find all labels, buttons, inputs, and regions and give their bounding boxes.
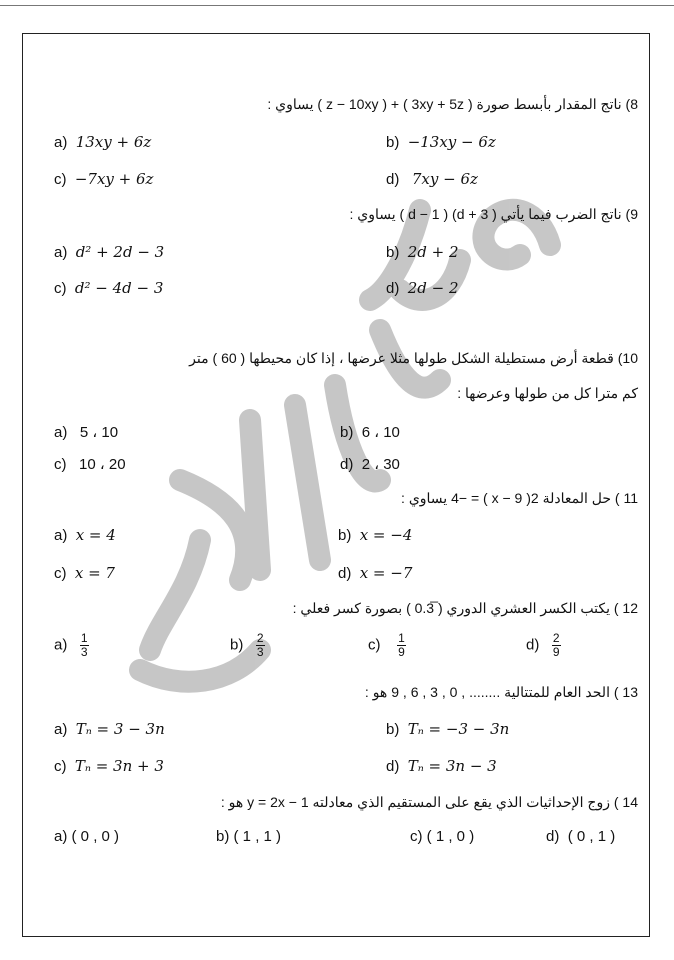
q8-option-d[interactable]: d) 7xy − 6z [386, 170, 478, 188]
q13-option-b[interactable]: b) Tₙ = −3 − 3n [386, 720, 510, 738]
q12-b-fraction: $\frac{2}{3}$ [256, 631, 264, 659]
q12-option-a[interactable]: a) $\frac{1}{3}$ [54, 631, 88, 659]
q13-b-text: Tₙ = −3 − 3n [407, 720, 510, 738]
q11-option-d[interactable]: d) x = −7 [338, 564, 413, 582]
q12-d-fraction: $\frac{2}{9}$ [552, 631, 560, 659]
q14-option-d[interactable]: d) ( 0 , 1 ) [546, 828, 616, 845]
q10-b-text: 6 ، 10 [361, 424, 400, 441]
q10-c-text: 10 ، 20 [79, 456, 126, 473]
q8-a-text: 13xy + 6z [75, 133, 152, 151]
q13-c-text: Tₙ = 3n + 3 [74, 757, 164, 775]
q13-option-a[interactable]: a) Tₙ = 3 − 3n [54, 720, 165, 738]
q10-option-c[interactable]: c) 10 ، 20 [54, 456, 126, 473]
q8-option-b[interactable]: b) −13xy − 6z [386, 133, 496, 151]
q9-d-text: 2d − 2 [407, 279, 459, 297]
q14-b-text: ( 1 , 1 ) [233, 828, 282, 845]
q13-option-c[interactable]: c) Tₙ = 3n + 3 [54, 757, 164, 775]
q12-option-b[interactable]: b) $\frac{2}{3}$ [230, 631, 264, 659]
q11-option-a[interactable]: a) x = 4 [54, 526, 116, 544]
q11-option-c[interactable]: c) x = 7 [54, 564, 115, 582]
q14-stem: 14 ) زوج الإحداثيات الذي يقع على المستقيم الذي معادلته y = 2x − 1 هو : [220, 794, 638, 810]
q8-c-text: −7xy + 6z [74, 170, 154, 188]
q12-stem: 12 ) يكتب الكسر العشري الدوري ( 0.3̅ ) بصورة كسر فعلي : [292, 600, 638, 616]
q10-a-text: 5 ، 10 [79, 424, 119, 441]
q10-option-b[interactable]: b) 6 ، 10 [340, 424, 400, 441]
q13-stem: 13 ) الحد العام للمتتالية ........ , 0 , 3 , 6 , 9 هو : [364, 684, 638, 700]
q10-stem-line2: كم مترا كل من طولها وعرضها : [457, 385, 638, 401]
q11-b-text: x = −4 [359, 526, 413, 544]
q9-c-text: d² − 4d − 3 [74, 279, 164, 297]
q14-option-b[interactable]: b) ( 1 , 1 ) [216, 828, 282, 845]
q11-a-text: x = 4 [75, 526, 116, 544]
q14-option-c[interactable]: c) ( 1 , 0 ) [410, 828, 475, 845]
q8-stem: 8) ناتج المقدار بأبسط صورة ( 3xy + 5z ) + ( z − 10xy ) يساوي : [267, 96, 638, 112]
q10-option-a[interactable]: a) 5 ، 10 [54, 424, 119, 441]
q11-c-text: x = 7 [74, 564, 115, 582]
q12-option-c[interactable]: c) $\frac{1}{9}$ [368, 631, 405, 659]
top-divider [0, 5, 674, 6]
q11-stem: 11 ) حل المعادلة 2( x − 9 ) = −4 يساوي : [401, 490, 638, 506]
q14-c-text: ( 1 , 0 ) [426, 828, 475, 845]
q9-option-b[interactable]: b) 2d + 2 [386, 243, 459, 261]
q8-d-text: 7xy − 6z [411, 170, 478, 188]
q9-b-text: 2d + 2 [407, 243, 459, 261]
q10-option-d[interactable]: d) 2 ، 30 [340, 456, 400, 473]
q9-option-a[interactable]: a) d² + 2d − 3 [54, 243, 165, 261]
q11-d-text: x = −7 [359, 564, 413, 582]
q9-option-d[interactable]: d) 2d − 2 [386, 279, 459, 297]
q9-stem: 9) ناتج الضرب فيما يأتي ( d + 3) ( d − 1 ) يساوي : [349, 206, 638, 222]
q11-option-b[interactable]: b) x = −4 [338, 526, 413, 544]
q14-a-text: ( 0 , 0 ) [71, 828, 120, 845]
q10-stem-line1: 10) قطعة أرض مستطيلة الشكل طولها مثلا عرضها ، إذا كان محيطها ( 60 ) متر [189, 350, 638, 366]
q12-a-fraction: $\frac{1}{3}$ [80, 631, 88, 659]
q8-option-a[interactable]: a) 13xy + 6z [54, 133, 152, 151]
q9-option-c[interactable]: c) d² − 4d − 3 [54, 279, 164, 297]
q12-c-fraction: $\frac{1}{9}$ [398, 631, 405, 659]
q13-d-text: Tₙ = 3n − 3 [407, 757, 497, 775]
q10-d-text: 2 ، 30 [361, 456, 400, 473]
q8-b-text: −13xy − 6z [407, 133, 496, 151]
q9-a-text: d² + 2d − 3 [75, 243, 165, 261]
q13-a-text: Tₙ = 3 − 3n [75, 720, 165, 738]
q14-d-text: ( 0 , 1 ) [567, 828, 616, 845]
q13-option-d[interactable]: d) Tₙ = 3n − 3 [386, 757, 497, 775]
q14-option-a[interactable]: a) ( 0 , 0 ) [54, 828, 120, 845]
q12-option-d[interactable]: d) $\frac{2}{9}$ [526, 631, 560, 659]
q8-option-c[interactable]: c) −7xy + 6z [54, 170, 154, 188]
